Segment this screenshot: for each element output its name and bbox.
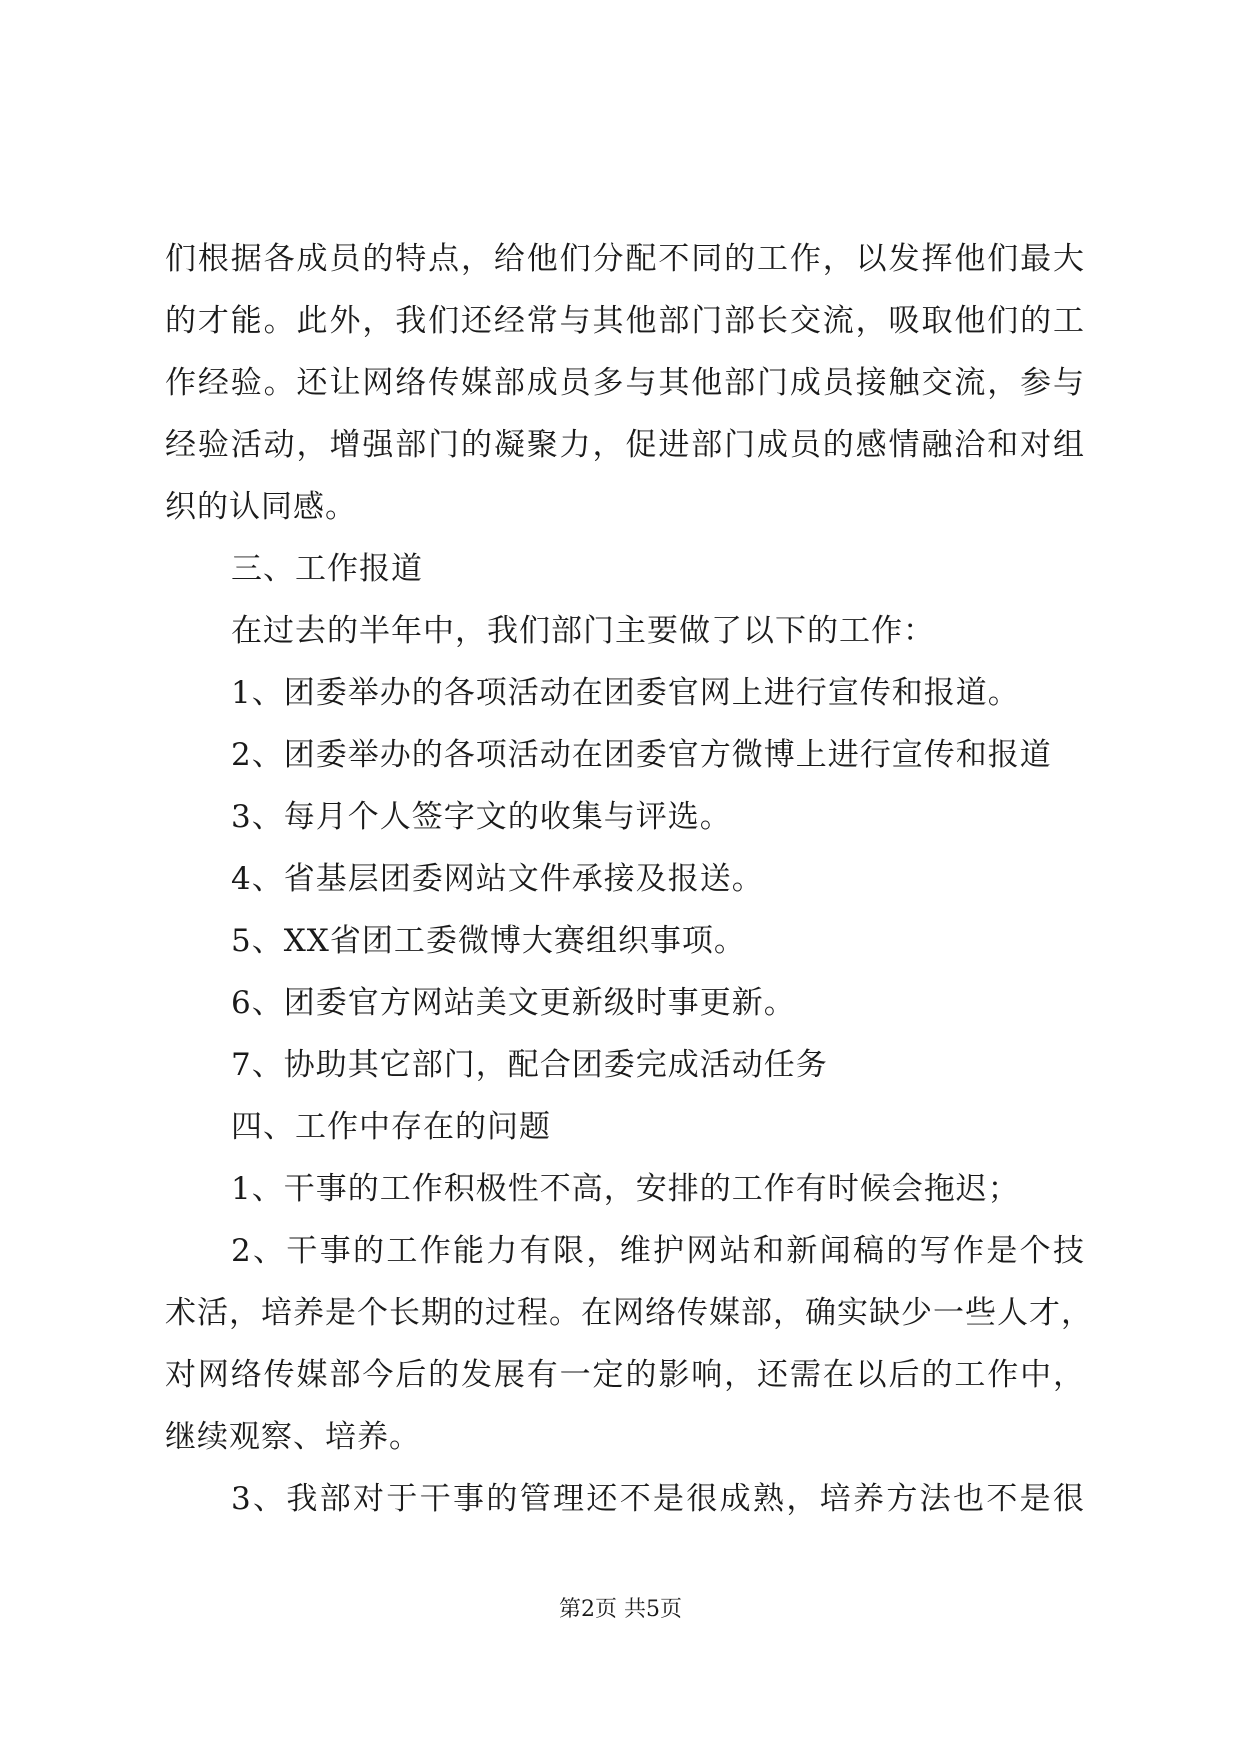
document-body — [165, 228, 1093, 1530]
text-line: 2、干事的工作能力有限，维护网站和新闻稿的写作是个技 — [231, 1233, 1085, 1269]
text-line: 作经验。还让网络传媒部成员多与其他部门成员接触交流，参与 — [165, 365, 1085, 401]
text-line: 的才能。此外，我们还经常与其他部门部长交流，吸取他们的工 — [165, 303, 1085, 339]
text-line: 三、工作报道 — [231, 551, 423, 587]
text-line: 术活，培养是个长期的过程。在网络传媒部，确实缺少一些人才， — [165, 1295, 1093, 1331]
text-line: 6、团委官方网站美文更新级时事更新。 — [231, 985, 796, 1021]
text-line: 在过去的半年中，我们部门主要做了以下的工作： — [231, 613, 935, 649]
text-line: 3、每月个人签字文的收集与评选。 — [231, 799, 732, 835]
text-line: 们根据各成员的特点，给他们分配不同的工作，以发挥他们最大 — [165, 241, 1085, 277]
text-line: 四、工作中存在的问题 — [231, 1109, 551, 1145]
text-line: 2、团委举办的各项活动在团委官方微博上进行宣传和报道 — [231, 737, 1052, 773]
text-line: 5、XX省团工委微博大赛组织事项。 — [231, 923, 746, 959]
text-line: 4、省基层团委网站文件承接及报送。 — [231, 861, 764, 897]
page-footer: 第2页 共5页 — [559, 1597, 682, 1622]
text-line: 对网络传媒部今后的发展有一定的影响，还需在以后的工作中， — [165, 1357, 1085, 1393]
text-line: 7、协助其它部门，配合团委完成活动任务 — [231, 1047, 828, 1083]
text-line: 1、团委举办的各项活动在团委官网上进行宣传和报道。 — [231, 675, 1020, 711]
text-line: 织的认同感。 — [165, 489, 357, 525]
text-line: 1、干事的工作积极性不高，安排的工作有时候会拖迟； — [231, 1171, 1020, 1207]
text-line: 3、我部对于干事的管理还不是很成熟，培养方法也不是很 — [231, 1481, 1085, 1517]
text-line: 继续观察、培养。 — [165, 1419, 421, 1455]
text-line: 经验活动，增强部门的凝聚力，促进部门成员的感情融洽和对组 — [165, 427, 1085, 463]
